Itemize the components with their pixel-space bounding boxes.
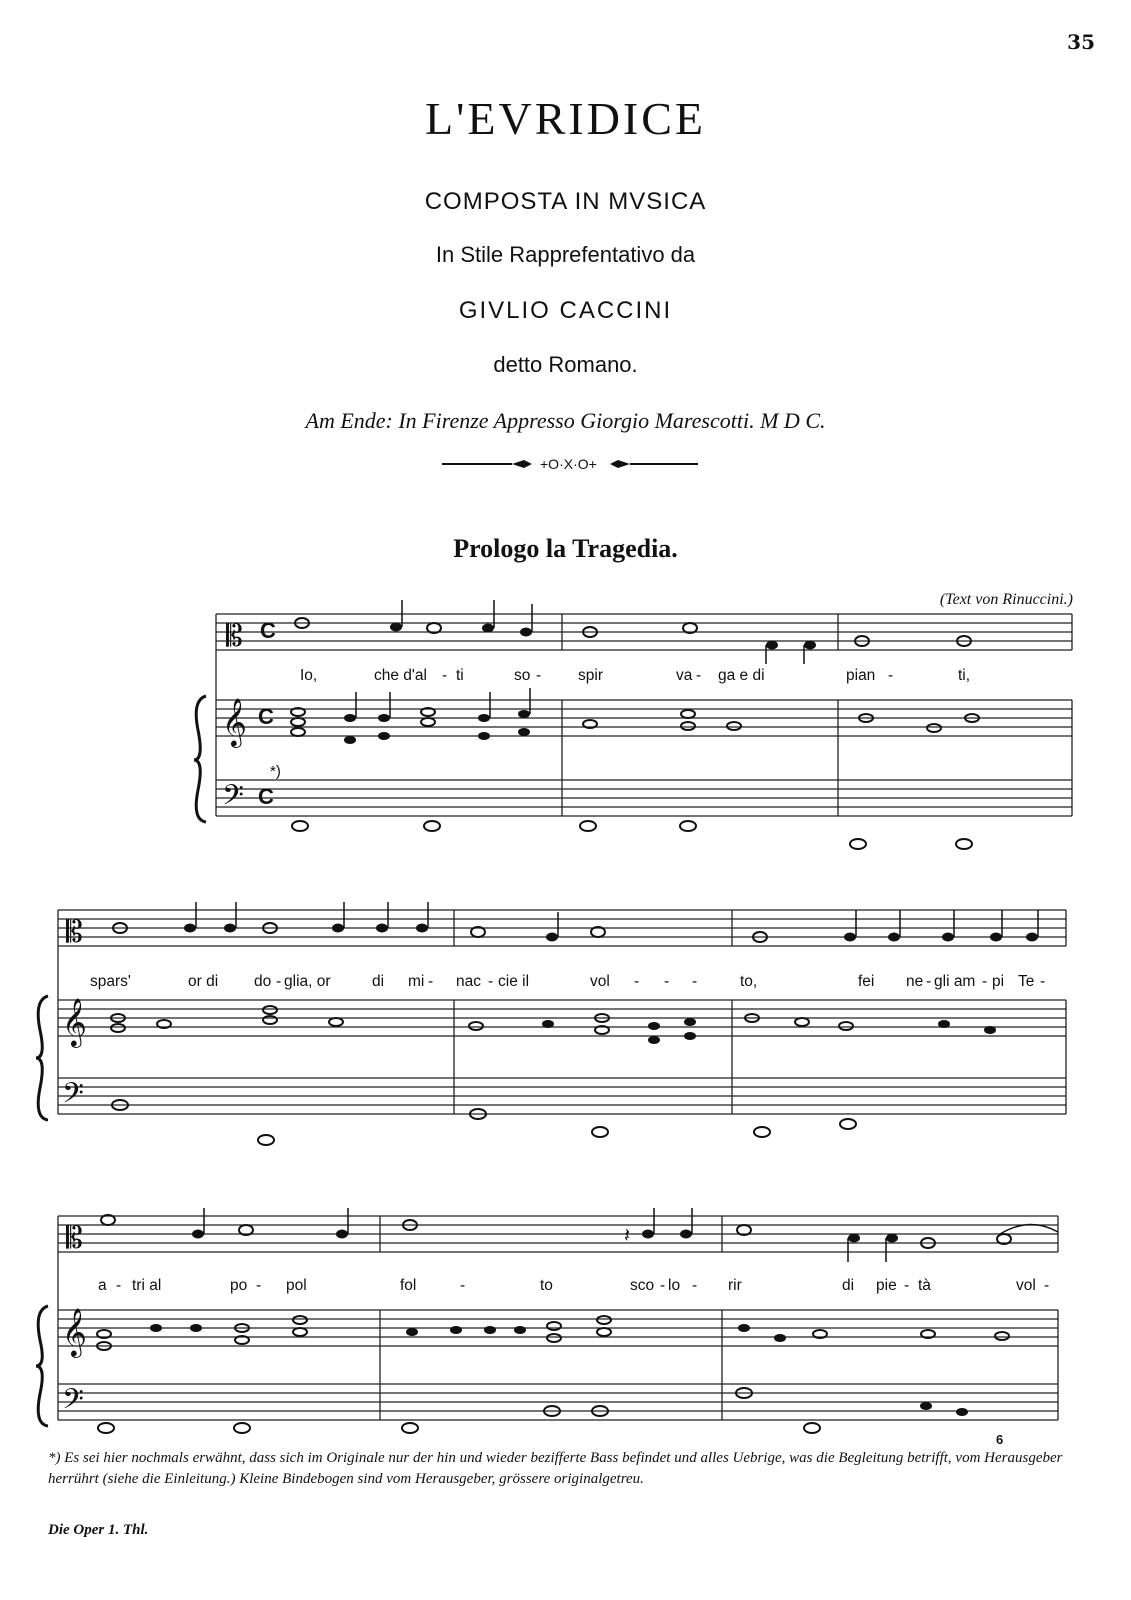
style-line: In Stile Rapprefentativo da — [435, 242, 696, 267]
lyric-syllable: ti, — [958, 667, 971, 684]
svg-text:𝄡: 𝄡 — [66, 916, 83, 949]
lyric-syllable: - — [488, 973, 494, 990]
lyric-syllable: mi — [408, 973, 425, 990]
section-title: Prologo la Tragedia. — [453, 534, 678, 563]
lyric-syllable: - — [276, 973, 282, 990]
lyric-syllable: do — [254, 973, 272, 990]
lyric-syllable: - — [692, 1277, 698, 1294]
lyrics-line-2 — [90, 973, 1045, 990]
lyric-syllable: cie il — [498, 973, 530, 990]
lyric-syllable: Io, — [300, 667, 318, 684]
lyric-syllable: rir — [728, 1277, 742, 1294]
lyric-syllable: pie — [876, 1277, 897, 1294]
lyric-syllable: - — [926, 973, 932, 990]
lyric-syllable: vol — [590, 973, 610, 990]
composer-nickname: detto Romano. — [493, 352, 638, 377]
lyric-syllable: nac — [456, 973, 481, 990]
ornament-divider — [440, 452, 700, 476]
lyric-syllable: - — [256, 1277, 262, 1294]
lyric-syllable: to, — [740, 973, 758, 990]
lyric-syllable: pol — [286, 1277, 307, 1294]
svg-text:𝄢: 𝄢 — [62, 1078, 84, 1116]
lyric-syllable: ga e di — [718, 667, 765, 684]
svg-text:C: C — [258, 704, 274, 729]
lyric-syllable: - — [888, 667, 894, 684]
lyric-syllable: va — [676, 667, 693, 684]
lyric-syllable: glia, or — [284, 973, 331, 990]
music-system-1 — [0, 600, 1131, 870]
lyric-syllable: - — [904, 1277, 910, 1294]
lyric-syllable: gli am — [934, 973, 976, 990]
svg-text:𝄡: 𝄡 — [226, 620, 243, 653]
page-number: 35 — [1067, 30, 1095, 54]
lyric-syllable: che d'al — [374, 667, 427, 684]
lyric-syllable: or di — [188, 973, 219, 990]
lyric-syllable: di — [842, 1277, 855, 1294]
lyric-syllable: tà — [918, 1277, 931, 1294]
lyric-syllable: fol — [400, 1277, 417, 1294]
lyric-syllable: ti — [456, 667, 464, 684]
svg-text:𝄢: 𝄢 — [62, 1384, 84, 1422]
lyrics-line-3 — [98, 1277, 1049, 1294]
opera-subtitle: COMPOSTA IN MVSICA — [424, 188, 707, 215]
music-system-3 — [0, 1206, 1131, 1446]
composer-name: GIVLIO CACCINI — [458, 297, 673, 324]
figured-bass-numeral: 6 — [996, 1432, 1004, 1446]
svg-text:𝄞: 𝄞 — [62, 998, 87, 1045]
lyric-syllable: - — [460, 1277, 466, 1294]
lyric-syllable: - — [660, 1277, 666, 1294]
lyric-syllable: a — [98, 1277, 107, 1294]
lyrics-line-1 — [300, 667, 970, 684]
svg-text:C: C — [258, 784, 274, 809]
lyric-syllable: sco — [630, 1277, 655, 1294]
lyric-syllable: lo — [668, 1277, 681, 1294]
lyric-syllable: - — [664, 973, 670, 990]
lyric-syllable: spars' — [90, 973, 131, 990]
lyric-syllable: - — [442, 667, 448, 684]
lyric-syllable: Te — [1018, 973, 1035, 990]
lyric-syllable: spir — [578, 667, 603, 684]
opera-title: L'EVRIDICE — [424, 93, 707, 144]
svg-text:𝄞: 𝄞 — [62, 1308, 87, 1355]
imprint-line: Am Ende: In Firenze Appresso Giorgio Marescotti. M D C. — [305, 408, 826, 433]
lyric-syllable: ne — [906, 973, 924, 990]
lyric-syllable: - — [116, 1277, 122, 1294]
lyric-syllable: - — [982, 973, 988, 990]
lyric-syllable: pian — [846, 667, 876, 684]
music-system-2 — [0, 900, 1131, 1160]
text-credit: (Text von Rinuccini.) — [939, 591, 1073, 608]
lyric-syllable: pi — [992, 973, 1005, 990]
lyric-syllable: fei — [858, 973, 875, 990]
lyric-syllable: po — [230, 1277, 248, 1294]
lyric-syllable: - — [1044, 1277, 1050, 1294]
lyric-syllable: so — [514, 667, 531, 684]
svg-text:+O·X·O+: +O·X·O+ — [540, 456, 597, 472]
lyric-syllable: - — [696, 667, 702, 684]
lyric-syllable: tri al — [132, 1277, 162, 1294]
svg-text:𝄡: 𝄡 — [66, 1222, 83, 1255]
footnote: *) Es sei hier nochmals erwähnt, dass sich im Originale nur der hin und wieder bezifferte Bass befindet und alles Uebrige, was die Begleitung betrifft, vom Herausgeber herrührt (siehe die Einleitung.) Kleine Bindebogen sind vom Herausgeber, grössere originalgetreu. — [48, 1450, 1063, 1487]
footnote-marker: *) — [270, 763, 281, 780]
svg-text:𝄽: 𝄽 — [624, 1225, 631, 1247]
lyric-syllable: - — [634, 973, 640, 990]
lyric-syllable: - — [536, 667, 542, 684]
svg-text:C: C — [260, 618, 276, 643]
footer-volume: Die Oper 1. Thl. — [48, 1522, 149, 1538]
lyric-syllable: di — [372, 973, 385, 990]
lyric-syllable: - — [428, 973, 434, 990]
lyric-syllable: to — [540, 1277, 553, 1294]
lyric-syllable: - — [1040, 973, 1046, 990]
svg-text:𝄞: 𝄞 — [222, 698, 247, 745]
svg-text:𝄢: 𝄢 — [222, 780, 244, 818]
lyric-syllable: vol — [1016, 1277, 1036, 1294]
lyric-syllable: - — [692, 973, 698, 990]
